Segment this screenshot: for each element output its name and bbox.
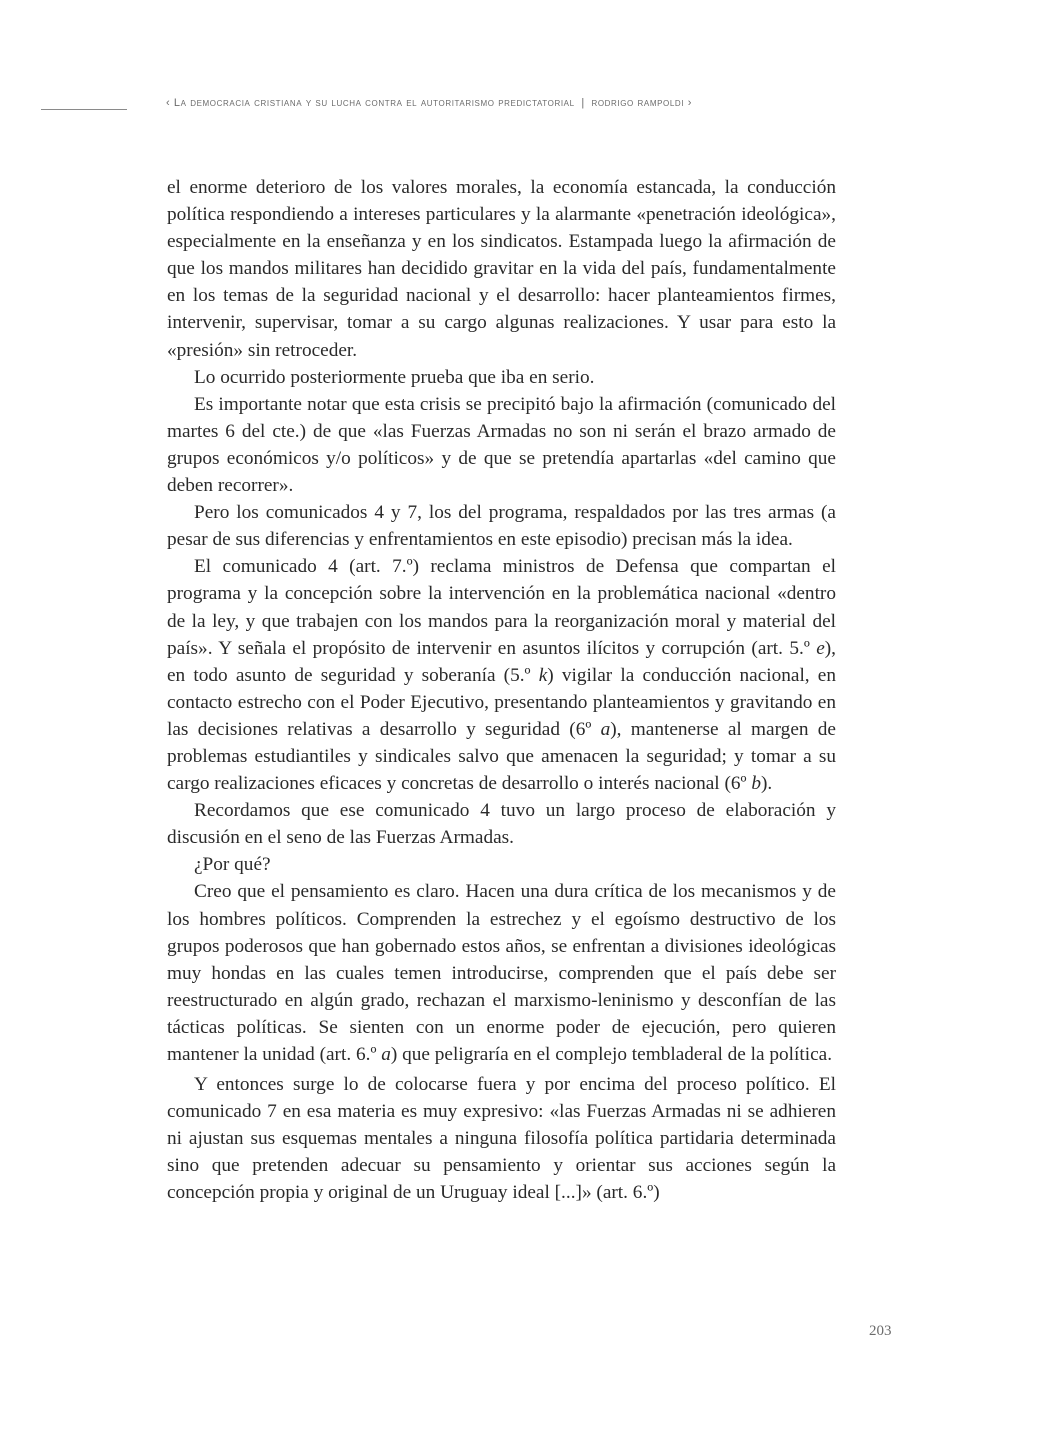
paragraph-1: el enorme deterioro de los valores morales, la economía estancada, la conducción política respondiendo a intereses particulares y la alarmante «penetración ideológica», especialmente en la enseñanza y en los sindicatos. Estampada luego la afirmación de que los mandos militares han decidido gravitar en la vida del país, fundamentalmente en los temas de la seguridad nacional y el desarrollo: hacer planteamientos firmes, intervenir, supervisar, tomar a su cargo algunas realizaciones. Y usar para esto la «presión» sin retroceder. <box>167 177 836 361</box>
paragraph-5-italic-a: a <box>600 718 611 740</box>
paragraph-3: Es importante notar que esta crisis se precipitó bajo la afirmación (comunicado del martes 6 del cte.) de que «las Fuerzas Armadas no son ni serán el brazo armado de grupos económicos y/o políticos» y de que se pretendía apartarlas «del camino que deben recorrer». <box>167 393 836 497</box>
running-head-close-mark: › <box>687 97 693 109</box>
paragraph-5-part-b: ), en todo asunto de seguridad y soberanía (5.º <box>167 637 836 686</box>
paragraph-5-part-a: El comunicado 4 (art. 7.º) reclama ministros de Defensa que compartan el programa y la concepción sobre la intervención en la problemática nacional «dentro de la ley, y que trabajen con los mandos para la reorganización moral y material del país». Y señala el propósito de intervenir en asuntos ilícitos y corrupción (art. 5.º <box>167 556 836 659</box>
running-head-open-mark: ‹ <box>166 97 171 109</box>
paragraph-8 <box>167 878 836 1068</box>
running-head-separator: | <box>581 97 585 109</box>
running-head-author: rodrigo rampoldi <box>591 97 685 109</box>
page-number: 203 <box>869 1323 892 1339</box>
paragraph-9: Y entonces surge lo de colocarse fuera y por encima del proceso político. El comunicado 7 en esa materia es muy expresivo: «las Fuerzas Armadas ni se adhieren ni ajustan sus esquemas mentales a ninguna filosofía política partidaria determinada sino que pretenden adecuar su pensamiento y orientar sus acciones según la concepción propia y original de un Uruguay ideal [...]» (art. 6.º) <box>167 1074 836 1204</box>
body-text <box>167 174 836 1207</box>
running-head-title: La democracia cristiana y su lucha contra el autoritarismo predictatorial <box>173 97 575 109</box>
paragraph-5-italic-b: b <box>751 773 761 795</box>
paragraph-5-italic-k: k <box>538 664 548 686</box>
paragraph-8-italic-a: a <box>381 1044 391 1065</box>
paragraph-4: Pero los comunicados 4 y 7, los del programa, respaldados por las tres armas (a pesar de sus diferencias y enfrentamientos en este episodio) precisan más la idea. <box>167 502 836 551</box>
header-rule <box>41 109 127 110</box>
paragraph-5-part-d: ), mantenerse al margen de problemas estudiantiles y sindicales salvo que amenacen la seguridad; y tomar a su cargo realizaciones eficaces y concretas de desarrollo o interés nacional (6º <box>167 718 836 795</box>
paragraph-7: ¿Por qué? <box>194 854 271 876</box>
paragraph-8-part-b: ) que peligraría en el complejo tembladeral de la política. <box>390 1044 833 1065</box>
paragraph-5-part-e: ). <box>760 773 773 795</box>
paragraph-5 <box>167 553 836 797</box>
paragraph-2: Lo ocurrido posteriormente prueba que iba en serio. <box>194 366 595 388</box>
paragraph-8-part-a: Creo que el pensamiento es claro. Hacen una dura crítica de los mecanismos y de los hombres políticos. Comprenden la estrechez y el egoísmo destructivo de los grupos poderosos que han gobernado estos años, se enfrentan a divisiones ideológicas muy hondas en las cuales temen introducirse, comprenden que el país debe ser reestructurado en algún grado, rechazan el marxismo-leninismo y desconfían de las tácticas políticas. Se sienten con un enorme poder de ejecución, pero quieren mantener la unidad (art. 6.º <box>167 881 836 1065</box>
paragraph-5-part-c: ) vigilar la conducción nacional, en contacto estrecho con el Poder Ejecutivo, presentando planteamientos y gravitando en las decisiones relativas a desarrollo y seguridad (6º <box>167 664 836 740</box>
running-head <box>166 97 866 109</box>
paragraph-6: Recordamos que ese comunicado 4 tuvo un largo proceso de elaboración y discusión en el seno de las Fuerzas Armadas. <box>167 800 836 849</box>
paragraph-5-italic-e: e <box>816 637 825 659</box>
